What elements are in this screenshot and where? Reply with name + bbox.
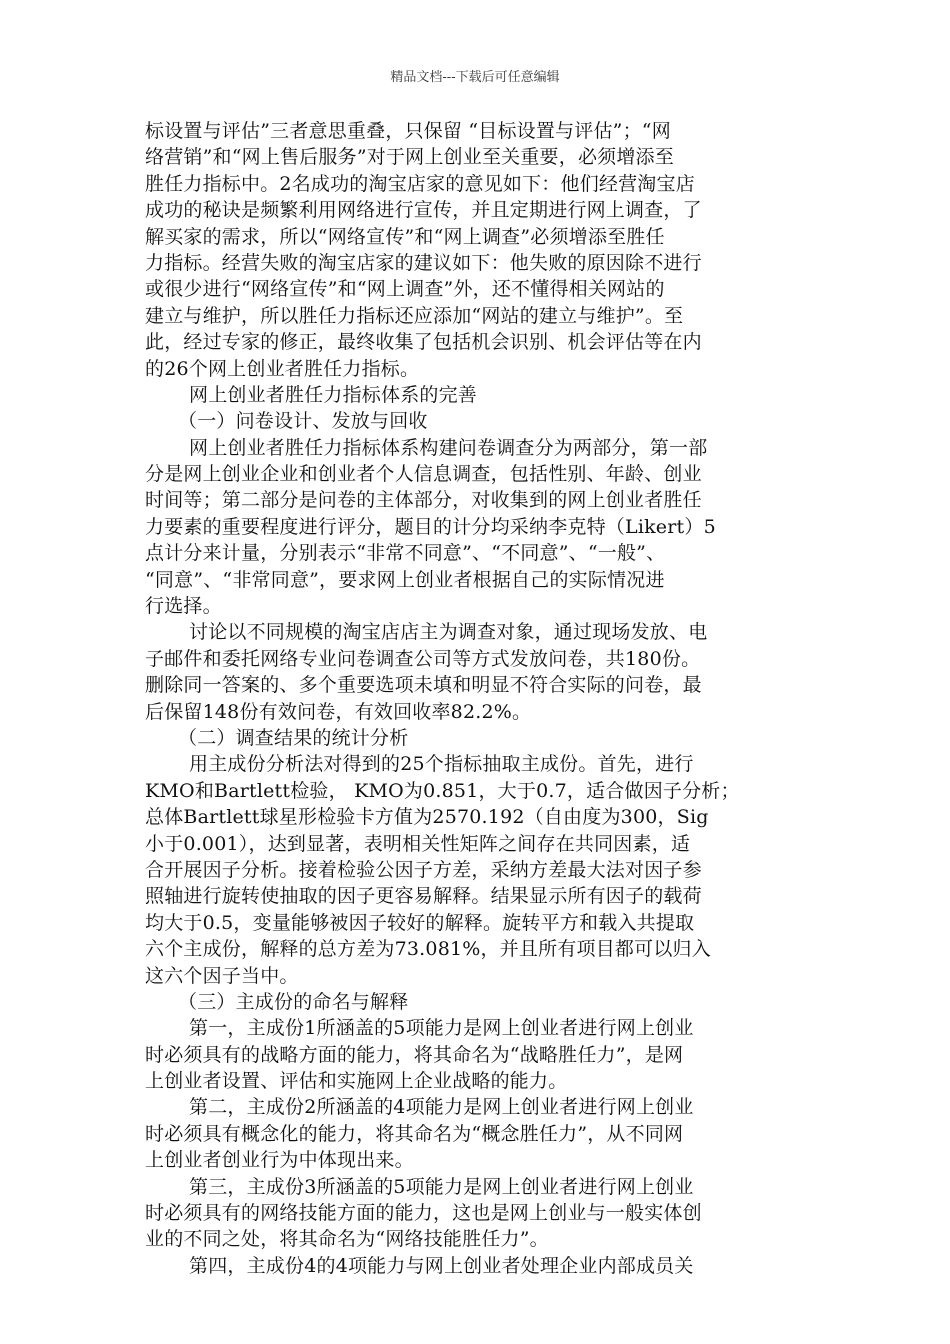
text-line: 上创业者创业行为中体现出来。 bbox=[145, 1149, 414, 1172]
text-line: 子邮件和委托网络专业问卷调查公司等方式发放问卷，共180份。 bbox=[145, 647, 701, 670]
text-line: 这六个因子当中。 bbox=[145, 964, 299, 987]
text-line: 时必须具有概念化的能力，将其命名为“概念胜任力”，从不同网 bbox=[145, 1122, 684, 1145]
text-line: 总体Bartlett球星形检验卡方值为2570.192（自由度为300，Sig bbox=[145, 806, 709, 829]
text-line: 用主成份分析法对得到的25个指标抽取主成份。首先，进行 bbox=[189, 753, 694, 776]
text-line: 络营销”和“网上售后服务”对于网上创业至关重要，必须增添至 bbox=[145, 146, 674, 169]
text-line: 标设置与评估”三者意思重叠，只保留 “目标设置与评估”；“网 bbox=[145, 120, 671, 142]
page-header: 精品文档---下载后可任意编辑 bbox=[390, 70, 560, 85]
text-line: 时必须具有的战略方面的能力，将其命名为“战略胜任力”，是网 bbox=[145, 1043, 684, 1066]
text-line: 讨论以不同规模的淘宝店店主为调查对象，通过现场发放、电 bbox=[189, 621, 708, 644]
text-line: 删除同一答案的、多个重要选项未填和明显不符合实际的问卷，最 bbox=[145, 674, 702, 697]
text-line: 第四，主成份4的4项能力与网上创业者处理企业内部成员关 bbox=[189, 1254, 694, 1277]
text-line: 此，经过专家的修正，最终收集了包括机会识别、机会评估等在内 bbox=[145, 331, 702, 354]
text-line: 的26个网上创业者胜任力指标。 bbox=[145, 357, 420, 380]
text-line: KMO和Bartlett检验， KMO为0.851，大于0.7，适合做因子分析； bbox=[145, 779, 740, 802]
text-line: 上创业者设置、评估和实施网上企业战略的能力。 bbox=[145, 1070, 568, 1093]
text-line: 网上创业者胜任力指标体系的完善 bbox=[189, 383, 478, 406]
text-line: 点计分来计量，分别表示“非常不同意”、“不同意”、“一般”、 bbox=[145, 542, 666, 565]
text-line: 建立与维护，所以胜任力指标还应添加“网站的建立与维护”。至 bbox=[145, 304, 684, 327]
text-line: 六个主成份，解释的总方差为73.081%，并且所有项目都可以归入 bbox=[145, 938, 711, 961]
text-line: 均大于0.5，变量能够被因子较好的解释。旋转平方和载入共提取 bbox=[145, 911, 695, 934]
document-body bbox=[145, 118, 805, 1279]
text-line: 行选择。 bbox=[145, 595, 222, 618]
text-line: 第二，主成份2所涵盖的4项能力是网上创业者进行网上创业 bbox=[189, 1096, 694, 1119]
text-line: 第一，主成份1所涵盖的5项能力是网上创业者进行网上创业 bbox=[189, 1017, 694, 1040]
text-line: “同意”、“非常同意”，要求网上创业者根据自己的实际情况进 bbox=[145, 568, 665, 591]
text-line: 网上创业者胜任力指标体系构建问卷调查分为两部分，第一部 bbox=[189, 436, 708, 459]
text-line: 照轴进行旋转使抽取的因子更容易解释。结果显示所有因子的载荷 bbox=[145, 885, 702, 908]
text-line: 时间等；第二部分是问卷的主体部分，对收集到的网上创业者胜任 bbox=[145, 489, 702, 512]
text-line: 时必须具有的网络技能方面的能力，这也是网上创业与一般实体创 bbox=[145, 1202, 702, 1225]
text-line: 第三，主成份3所涵盖的5项能力是网上创业者进行网上创业 bbox=[189, 1175, 694, 1198]
text-line: 解买家的需求，所以“网络宣传”和“网上调查”必须增添至胜任 bbox=[145, 225, 665, 248]
text-line: 胜任力指标中。2名成功的淘宝店家的意见如下：他们经营淘宝店 bbox=[145, 172, 695, 195]
text-line: 力要素的重要程度进行评分，题目的计分均采纳李克特（Likert）5 bbox=[145, 515, 716, 538]
text-line: 业的不同之处，将其命名为“网络技能胜任力”。 bbox=[145, 1228, 549, 1251]
text-line: （一）问卷设计、发放与回收 bbox=[178, 410, 428, 433]
text-line: 后保留148份有效问卷，有效回收率82.2%。 bbox=[145, 700, 532, 723]
text-line: 合开展因子分析。接着检验公因子方差，采纳方差最大法对因子参 bbox=[145, 858, 702, 881]
text-line: 分是网上创业企业和创业者个人信息调查，包括性别、年龄、创业 bbox=[145, 463, 702, 486]
text-line: 成功的秘诀是频繁利用网络进行宣传，并且定期进行网上调查，了 bbox=[145, 199, 702, 222]
text-line: （三）主成份的命名与解释 bbox=[178, 990, 409, 1013]
text-line: （二）调查结果的统计分析 bbox=[178, 726, 409, 749]
text-line: 或很少进行“网络宣传”和“网上调查”外，还不懂得相关网站的 bbox=[145, 278, 665, 301]
text-line: 小于0.001），达到显著，表明相关性矩阵之间存在共同因素，适 bbox=[145, 832, 691, 855]
text-line: 力指标。经营失败的淘宝店家的建议如下：他失败的原因除不进行 bbox=[145, 251, 702, 274]
